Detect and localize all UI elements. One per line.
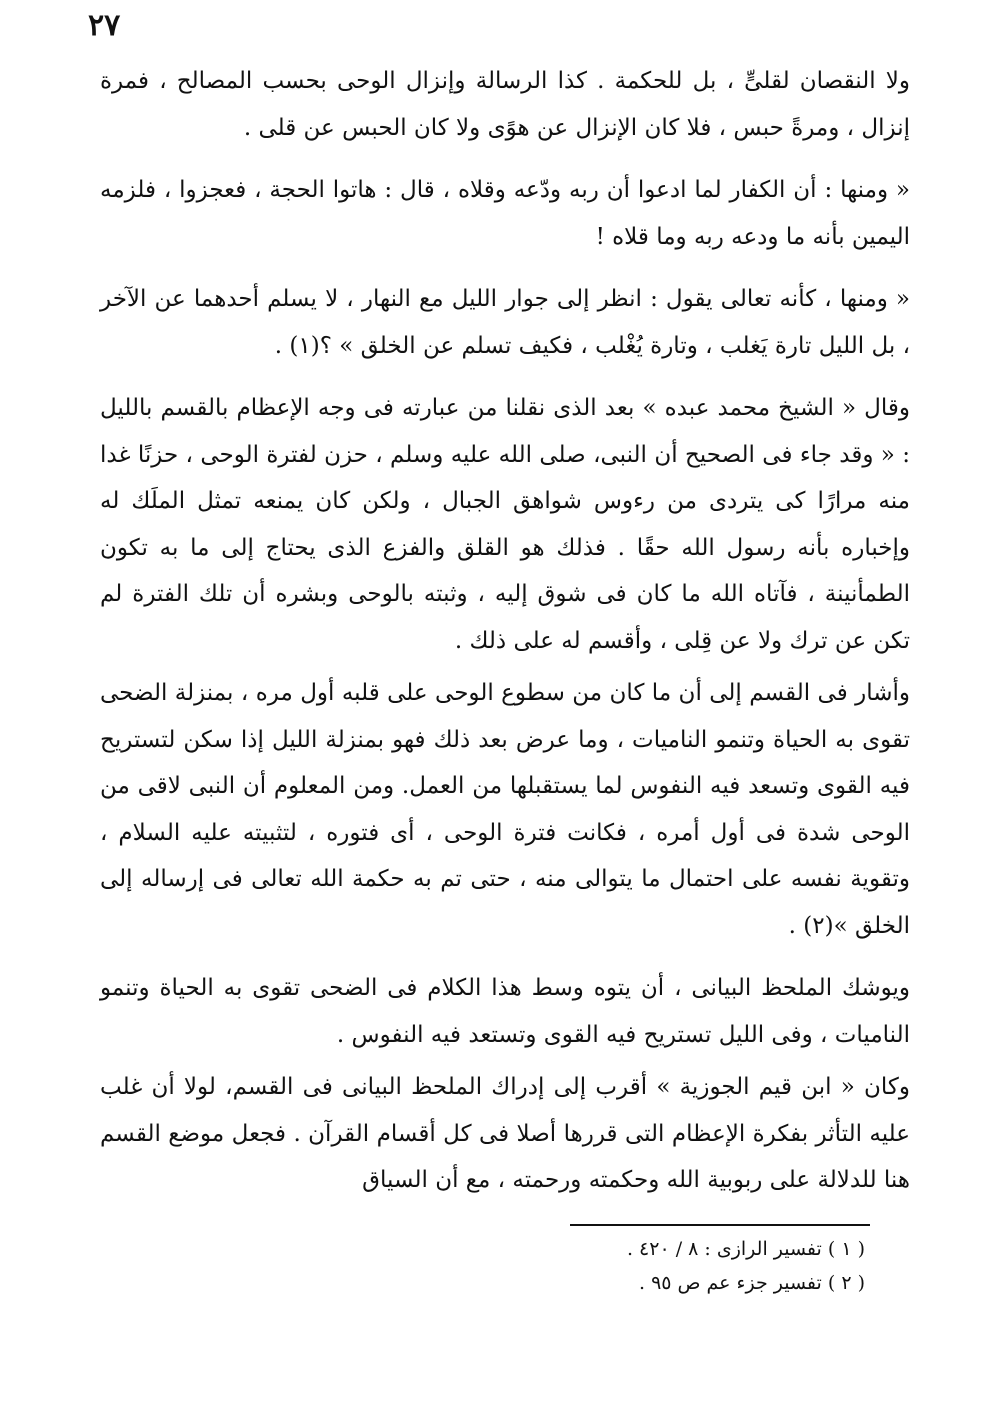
paragraph: ويوشك الملحظ البيانى ، أن يتوه وسط هذا الكلام فى الضحى تقوى به الحياة وتنمو الناميات ، وفى الليل تستريح فيه القوى وتستعد فيه النفوس .: [100, 975, 910, 1048]
footnotes: [100, 1232, 865, 1300]
footnote: ( ٢ ) تفسير جزء عم ص ٩٥ .: [638, 1272, 865, 1294]
paragraph: « ومنها : أن الكفار لما ادعوا أن ربه ودّعه وقلاه ، قال : هاتوا الحجة ، فعجزوا ، فلزمه اليمين بأنه ما ودعه ربه وما قلاه !: [100, 177, 910, 250]
paragraph: ولا النقصان لقلىٍّ ، بل للحكمة . كذا الرسالة وإنزال الوحى بحسب المصالح ، فمرة إنزال ، ومرةً حبس ، فلا كان الإنزال عن هوًى ولا كان الحبس عن قلى .: [100, 68, 910, 141]
body-text: [100, 58, 910, 1220]
paragraph: وقال « الشيخ محمد عبده » بعد الذى نقلنا من عبارته فى وجه الإعظام بالقسم بالليل : « وقد جاء فى الصحيح أن النبى، صلى الله عليه وسلم ، حزن لفترة الوحى ، حزنًا غدا منه مرارًا كى يتردى من رءوس شواهق الجبال ، ولكن كان يمنعه تمثل الملَك له وإخباره بأنه رسول الله حقًا . فذلك هو القلق والفزع الذى يحتاج إلى ما به تكون الطمأنينة ، فآتاه الله ما كان فى شوق إليه ، وثبته بالوحى وبشره أن تلك الفترة لم تكن عن ترك ولا عن قِلى ، وأقسم له على ذلك .: [100, 395, 910, 654]
footnote: ( ١ ) تفسير الرازى : ٨ / ٤٢٠ .: [626, 1238, 865, 1260]
page-number: ٢٧: [88, 8, 121, 43]
footnote-divider: [570, 1224, 870, 1226]
paragraph: وكان « ابن قيم الجوزية » أقرب إلى إدراك الملحظ البيانى فى القسم، لولا أن غلب عليه التأثر بفكرة الإعظام التى قررها أصلا فى كل أقسام القرآن . فجعل موضع القسم هنا للدلالة على ربوبية الله وحكمته ورحمته ، مع أن السياق: [100, 1074, 910, 1193]
paragraph: وأشار فى القسم إلى أن ما كان من سطوع الوحى على قلبه أول مره ، بمنزلة الضحى تقوى به الحياة وتنمو الناميات ، وما عرض بعد ذلك فهو بمنزلة الليل إذا سكن لتستريح فيه القوى وتسعد فيه النفوس لما يستقبلها من العمل. ومن المعلوم أن النبى لاقى من الوحى شدة فى أول أمره ، فكانت فترة الوحى ، أى فتوره ، لتثبيته عليه السلام ، وتقوية نفسه على احتمال ما يتوالى منه ، حتى تم به حكمة الله تعالى فى إرساله إلى الخلق »(٢) .: [100, 680, 910, 939]
paragraph: « ومنها ، كأنه تعالى يقول : انظر إلى جوار الليل مع النهار ، لا يسلم أحدهما عن الآخر ، بل الليل تارة يَغلب ، وتارة يُغْلب ، فكيف تسلم عن الخلق » ؟(١) .: [100, 286, 910, 359]
